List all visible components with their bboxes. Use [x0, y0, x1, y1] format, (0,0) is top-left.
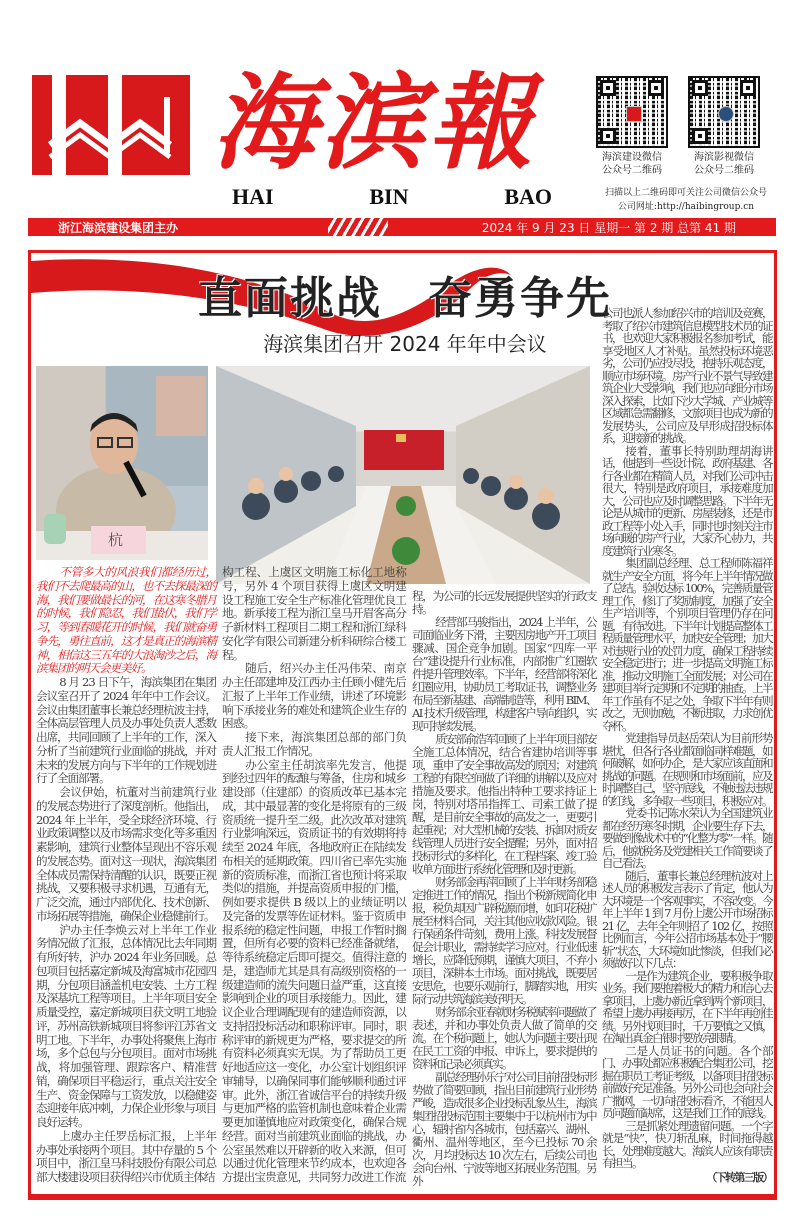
article-paragraph: 党建指导员赵岳荣认为目前形势堪忧，但各行各业都面临同样难题，如何破解，如何办企，是大家应该直面和挑战的问题。在规则和市场面前，应及时调整自己，坚守底线，不触违法违规的红线，多争取一些项目，积极应对。	[602, 731, 772, 808]
pull-quote: 不管多大的风浪我们都经历过，我们不去爬最高的山，也不去探最深的海，我们要做最长的河，在这寒冬腊月的时候，我们隐忍，我们蛰伏，我们学习，等到春暖花开的时候，我们就奋勇争先，勇往直前，这才是真正的海滨精神，相信这三五年的大浪淘沙之后，海滨集团的明天会更美好。	[36, 565, 216, 676]
article-column-2	[222, 566, 406, 1185]
article-paragraph: 副总经理孙乐宁对公司目前招投标形势做了简要回顾，指出目前建筑行业形势严峻，造成很多企业投标乱象丛生，海滨集团招投标范围主要集中于以杭州市为中心，辐射省内各城市，包括嘉兴、湖州、衢州、温州等地区，至今已投标 70 余次，月均投标达 10 次左右，后续公司也会向台州、宁波等地区拓展业务范围。另外	[412, 1070, 596, 1188]
article-paragraph: 随后，董事长兼总经理杭波对上述人员的积极发言表示了肯定，他认为大环境是一个客观事实，不容改变。今年上半年 1 到 7 月份上虞公开市场招标 21 亿，去年全年则招了 102 亿，按照比例而言，今年公招市场基本处于“腰斩”状态，大环境如此惨淡，但我们必须做好以下几点：	[602, 868, 772, 970]
photo-meeting-room	[216, 366, 590, 584]
article-paragraph: 一是作为建筑企业，要积极争取业务。我们要抱着极大的精力和信心去拿项目，上虞办新近拿到两个新项目，希望上虞办再接再厉，在下半年再创佳绩。另外找项目时，千万要慎之又慎，在淘出真金白银时要放亮眼睛。	[602, 968, 772, 1045]
headline: 直面挑战 奋勇争先	[198, 273, 612, 324]
subheadline: 海滨集团召开 2024 年年中会议	[263, 332, 547, 356]
article-paragraph: 财务部金再萍回顾了上半年财务部稳定推进工作的情况，指出个税新规简化申报，税负却因广辟税源而增，如印花税扩展至材料合同，关注其他应收款风险。银行保函条件苛刻，费用上涨。科技发展督促会计职业，需持续学习应对。行业低速增长，应降低预期，谨慎大项目，不弃小项目，深耕本土市场。面对挑战，既要居安思危，也要乐观前行，脚踏实地，用实际行动共筑海滨美好明天。	[412, 875, 596, 1006]
article-paragraph: 质安部俞浩军回顾了上半年项目部安全施工总体情况，结合省建协培训等事项，重申了安全事故高发的原因；对建筑工程的有限空间做了详细的讲解以及应对措施及要求。他指出特种工要求持证上岗，特别对塔吊指挥工、司索工做了提醒，是目前安全事故的高发之一，更要引起重视；对大型机械的安装、拆卸对质安线管理人员进行安全提醒；另外，面对招投标形式的多样化，在工程档案、竣工验收单方面进行系统化管理和及时更新。	[412, 732, 596, 876]
speaker-nameplate: 杭	[91, 526, 146, 554]
organizer: 浙江海滨建设集团主办	[58, 221, 179, 235]
bottom-rule	[28, 1194, 777, 1200]
qr-caption-line: 海滨建设微信	[602, 152, 662, 163]
qr-caption-film	[684, 151, 764, 177]
qr-caption-line: 海滨影视微信	[694, 152, 754, 163]
article-paragraph: 上虞办主任罗岳标汇报，上半年办事处承接两个项目。其中存量的 5 个项目中，浙江皇马科技股份有限公司总部大楼建设项目获得绍兴市优质主体结	[36, 1128, 216, 1184]
article-column-4	[602, 307, 772, 1184]
newspaper-title-pinyin	[232, 184, 552, 210]
pinyin-hai: HAI	[232, 184, 274, 209]
photo-speaker	[36, 366, 208, 560]
article-column-1	[36, 566, 216, 1185]
article-paragraph: 随后，绍兴办主任冯伟荣、南京办主任邵建坤及江西办主任顾小健先后汇报了上半年工作业绩，讲述了环境影响下承接业务的难处和建筑企业生存的困惑。	[222, 661, 406, 731]
article-paragraph: 财务部余亚春就财务税赋率问题做了表述，并和办事处负责人做了简单的交流。在个税问题上，她认为问题主要出现在民工工资的申报、申诉上，要求提供的资料和记录必须真实。	[412, 1005, 596, 1071]
pinyin-bao: BAO	[504, 184, 552, 209]
article-paragraph: 会议伊始，杭董对当前建筑行业的发展态势进行了深度剖析。他指出，2024 年上半年，受全球经济环境、行业政策调整以及市场需求变化等多重因素影响，建筑行业整体呈现出不容乐观的发展态势。面对这一现状，海滨集团全体成员需保持清醒的认识，既要正视挑战，又要积极寻求机遇，互通有无，广泛交流，通过内部优化、技术创新、市场拓展等措施，确保企业稳健前行。	[36, 785, 216, 923]
pinyin-bin: BIN	[369, 184, 409, 209]
qr-caption-line: 公众号二维码	[602, 165, 662, 176]
article-paragraph: 经营部马骏指出，2024 上半年，公司面临业务下滑，主要因房地产开工项目骤减、国企竞争加剧。国家“四库一平台”建设提升行业标准，内部推广红圈软件提升管理效率。下半年，经营部将深化红圈应用，协助员工考取证书，调整业务布局至新基建、高端制造等，利用 BIM、AI 技术升级管理，构建客户导向组织，实现可持续发展。	[412, 615, 596, 733]
scan-note-text: 扫描以上二维码即可关注公司微信公众号	[604, 188, 767, 198]
article-paragraph: 构工程、上虞区文明施工标化工地称号，另外 4 个项目获得上虞区文明建设工程施工安全生产标准化管理优良工地。新承接工程为浙江皇马开眉客高分子新材料工程项目二期工程和浙江绿科安化学有限公司新建分析科研综合楼工程。	[222, 565, 406, 662]
scan-note	[590, 186, 782, 214]
article-column-3	[412, 590, 596, 1188]
article-paragraph: 办公室主任胡滨率先发言，他提到经过四年的酝酿与筹备，住房和城乡建设部（住建部）的资质改革已基本完成，其中最显著的变化是将原有的三级资质统一提升至二级。此次改革对建筑行业影响深远，资质证书的有效期将持续至 2024 年底，各地政府正在陆续发布相关的延期政策。四川省已率先实施新的资质标准，而浙江省也预计将采取类似的措施，并提高资质申报的门槛，例如要求提供 B 级以上的业绩证明以及完备的发票等佐证材料。鉴于资质申报系统的稳定性问题，申报工作暂时搁置，但所有必要的资料已经准备就绪，等待系统稳定后即可提交。值得注意的是，建造师尤其是具有高级别资格的一级建造师的流失问题日益严重，这直接影响到企业的项目承接能力。因此，建议企业合理调配现有的建造师资源，以支持招投标活动和职称评审。同时，职称评审的新规更为严格，要求提交的所有资料必须真实无误。为了帮助员工更好地适应这一变化，办公室计划组织评审辅导，以确保同事们能够顺利通过评审。此外，浙江省诚信平台的持续升级与更加严格的监管机制也意味着企业需要更加谨慎地应对政策变化，确保合规经营。面对当前建筑业面临的挑战，办公室虽然难以开辟新的收入来源，但可以通过优化管理来节约成本，也欢迎各方提出宝贵意见，共同努力改进工作流	[222, 757, 406, 1184]
issue-banner	[28, 218, 776, 236]
article-paragraph: 党委书记陈水荣认为全国建筑业都在经历寒冬时期，企业要生存下去，要做到像战术中的“化整为零”一样。随后，他就税务及党建相关工作简要谈了自己看法。	[602, 806, 772, 870]
continued-on-page-3[interactable]: （下转第三版）	[706, 1170, 772, 1184]
article-paragraph: 8 月 23 日下午，海滨集团在集团会议室召开了 2024 年年中工作会议。会议由集团董事长兼总经理杭波主持，全体高层管理人员及办事处负责人悉数出席，共同回顾了上半年的工作，深入分析了当前建筑行业面临的挑战，并对未来的发展方向与下半年的工作规划进行了全面部署。	[36, 675, 216, 786]
article-paragraph: 公司也派人参加绍兴市的培训及竞赛，考取了绍兴市建筑信息模型技术员的证书，也欢迎大家积极报名参加考试，能享受地区人才补贴。虽然投标环境恶劣，公司仍应投尽投，抱持乐观态度，顺应市场环境。房产行业不景气导致建筑企业大受影响，我们也应向细分市场深入探索，比如下沙大学城、产业城等区域都急需翻修，文旅项目也成为新的发展势头，公司应及早形成招投标体系，迎接新的挑战。	[602, 306, 772, 445]
article-paragraph: 集团副总经理、总工程师陈福祥就生产安全方面，将今年上半年情况做了总结。验收达标 100%，完善质量管理工作，修订了奖励制度，加强了安全生产培训等，个别项目管理仍存在问题，有待改进。下半年计划提高整体工程质量管理水平，加快安全管理；加大对违规行业的处罚力度，确保工程持续安全稳定进行；进一步提高文明施工标准，推动文明施工全面发展；对公司在建项目举行定期和不定期的抽查。上半年工作虽有不足之处，争取下半年有则改之，无则加勉，不断进取，力求创优夺杯。	[602, 556, 772, 733]
hb-logo	[32, 75, 190, 175]
issue-date: 2024 年 9 月 23 日 星期一 第 2 期 总第 41 期	[481, 221, 736, 235]
article-paragraph: 三是抓紧处理遗留问题。一个字就是“快”，快刀斩乱麻，时间拖得越长，处理难度越大。海滨人应该有职责有担当。	[602, 1118, 772, 1170]
website-link[interactable]: 公司网址:http://haibingroup.cn	[617, 202, 755, 212]
newspaper-title: 海滨報	[212, 61, 537, 184]
article-paragraph: 接着，董事长特别助理胡海讲话，他提到一些设计院、政府基建、各行各业都在精简人员，对我们公司冲击很大，特别是政府项目，承接难度加大，公司也应及时调整思路。下半年无论是从城市的更新、房屋装修，还是市政工程等小处入手，同时也时刻关注市场向暖的房产行业，大家齐心协力，共度建筑行业寒冬。	[602, 443, 772, 558]
qr-caption-construction	[592, 151, 672, 177]
qr-code-haibin-film	[688, 76, 760, 148]
banner-decoration	[328, 218, 388, 236]
article-paragraph: 接下来，海滨集团总部的部门负责人汇报工作情况。	[222, 730, 406, 758]
article-paragraph: 沪办主任李焕云对上半年工作业务情况做了汇报，总体情况比去年同期有所好转，沪办 2024 年业务回暖。总包项目包括嘉定新城及海富城市花园四期，分包项目涵盖机电安装、土方工程及深基坑工程等项目。上半年项目安全质量受控，嘉定新城项目获文明工地验评，苏州高铁新城项目将参评江苏省文明工地。下半年，办事处将聚焦上海市场，多个总包与分包项目。面对市场挑战，将加强管理、跟踪客户、精准营销，确保项目平稳运行，重点关注安全生产、资金保障与工资发放，以稳健姿态迎接年底冲刺，力保企业形象与项目良好运转。	[36, 922, 216, 1129]
qr-code-haibin-construction	[596, 76, 668, 148]
article-paragraph: 二是人员证书的问题。各个部门、办事处都应积极配合集团公司，挖掘在职员工考证考级，以备项目招投标前做好充足准备。另外公司也会向社会广撒网，一切向招投标看齐，不能因人员问题而缺席，这是我们工作的底线。	[602, 1043, 772, 1120]
qr-caption-line: 公众号二维码	[694, 165, 754, 176]
article-paragraph: 程，为公司的长远发展提供坚实的行政支持。	[412, 589, 596, 616]
